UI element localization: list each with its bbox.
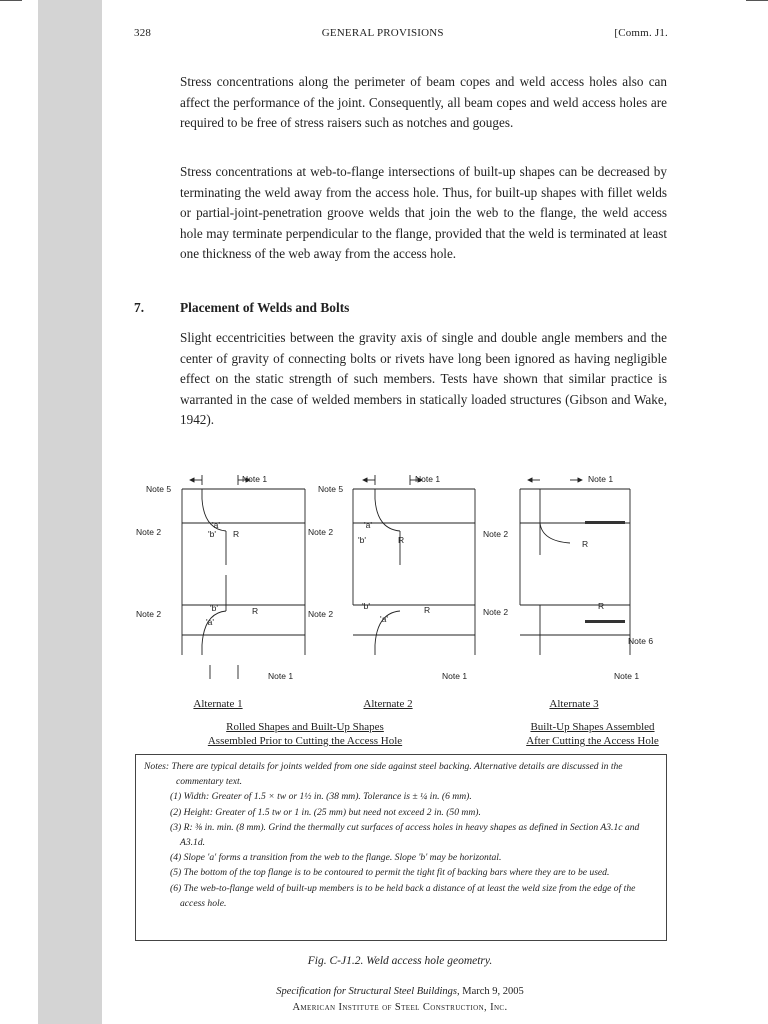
alt3-radius-label: R — [582, 539, 589, 549]
alt2-radius-label: R — [398, 535, 405, 545]
subcaption-rolled-shapes — [185, 720, 425, 748]
alt3-note6-label: Note 6 — [628, 636, 654, 646]
running-title: GENERAL PROVISIONS — [321, 27, 444, 39]
alt1-radius-label: R — [233, 529, 240, 539]
crop-mark-left — [0, 0, 22, 1]
weld-access-hole-figure — [130, 465, 675, 700]
alt1-note5-label: Note 5 — [146, 484, 172, 494]
alt1-note2-top-label: Note 2 — [136, 527, 162, 537]
crop-mark-right — [746, 0, 768, 1]
notes-intro: Notes: There are typical details for joints welded from one side against steel backing. Alternative details are discussed in the commentary text. — [144, 761, 623, 788]
alt2-slope-b-bottom-label: 'b' — [362, 601, 370, 611]
footer-date: March 9, 2005 — [459, 986, 524, 997]
note-item-5: (5) The bottom of the top flange is to be contoured to permit the tight fit of backing bars where they are to be used. — [170, 867, 610, 879]
alternate-2-detail — [353, 475, 475, 655]
alt2-note2-bottom-label: Note 2 — [308, 609, 334, 619]
alt3-note2-top-label: Note 2 — [483, 529, 509, 539]
note-item-2: (2) Height: Greater of 1.5 tw or 1 in. (25 mm) but need not exceed 2 in. (50 mm). — [170, 806, 481, 818]
footer-spec-title: Specification for Structural Steel Buildings, — [276, 986, 460, 997]
running-header — [134, 27, 668, 39]
alt2-note1-bottom-label: Note 1 — [442, 671, 468, 681]
alternate-1-detail — [182, 475, 305, 679]
note-item-6: (6) The web-to-flange weld of built-up members is to be held back a distance of at least the weld size from the edge of the access hole. — [170, 882, 636, 909]
alt2-note1-label: Note 1 — [415, 474, 441, 484]
alternate-3-detail — [520, 480, 630, 655]
section-body: Slight eccentricities between the gravity axis of single and double angle members and the center of gravity of connecting bolts or rivets have long been ignored as having negligible effect on the static strength of such members. Tests have shown that similar practice is warranted in the case of welded members in statically loaded structures (Gibson and Wake, 1942). — [180, 330, 667, 428]
alt1-slope-a-label: 'a' — [212, 520, 220, 530]
page-number: 328 — [134, 27, 152, 39]
subcaption-right-line2: After Cutting the Access Hole — [526, 735, 659, 747]
alt1-note1-bottom-label: Note 1 — [268, 671, 294, 681]
paragraph-web-flange: Stress concentrations at web-to-flange intersections of built-up shapes can be decreased by terminating the weld away from the access hole. Thus, for built-up shapes with fillet welds or partial-joint-penetration groove welds that join the web to the flange, the weld access hole may terminate perpendicular to the flange, provided that the weld is terminated at least one thickness of the web away from the access hole. — [180, 164, 667, 262]
footer-spec-line — [180, 986, 620, 997]
note-item-3: (3) R: ⅜ in. min. (8 mm). Grind the thermally cut surfaces of access holes in heavy shapes as defined in Section A3.1c and A3.1d. — [170, 821, 640, 849]
alternate-3-label: Alternate 3 — [549, 698, 599, 710]
alt2-note5-label: Note 5 — [318, 484, 344, 494]
alt2-slope-a-label: 'a' — [364, 520, 372, 530]
alternate-1-label: Alternate 1 — [193, 698, 243, 710]
note-item-1: (1) Width: Greater of 1.5 × tw or 1½ in. (38 mm). Tolerance is ± ¼ in. (6 mm). — [170, 791, 472, 803]
alt1-note1-label: Note 1 — [242, 474, 268, 484]
figure-caption: Fig. C-J1.2. Weld access hole geometry. — [307, 955, 493, 967]
subcaption-left-line1: Rolled Shapes and Built-Up Shapes — [226, 721, 384, 733]
alt2-radius-bottom-label: R — [424, 605, 431, 615]
alt2-note2-top-label: Note 2 — [308, 527, 334, 537]
alt3-note1-label: Note 1 — [588, 474, 614, 484]
alt1-slope-b-bottom-label: 'b' — [210, 603, 218, 613]
alt1-radius-bottom-label: R — [252, 606, 259, 616]
alt1-note2-bottom-label: Note 2 — [136, 609, 162, 619]
alt3-radius-bottom-label: R — [598, 601, 605, 611]
section-title: Placement of Welds and Bolts — [180, 300, 350, 315]
figure-drawing — [130, 465, 675, 700]
page-left-margin — [0, 0, 38, 1024]
paragraph-stress-copes: Stress concentrations along the perimeter of beam copes and weld access holes also can affect the performance of the joint. Consequently, all beam copes and weld access holes are required to be free of stress raisers such as notches and gouges. — [180, 74, 667, 131]
figure-notes-box — [135, 754, 667, 941]
alt1-slope-b-label: 'b' — [208, 529, 216, 539]
alt2-slope-b-label: 'b' — [358, 535, 366, 545]
subcaption-right-line1: Built-Up Shapes Assembled — [530, 721, 655, 733]
subcaption-built-up-shapes — [505, 720, 680, 748]
alternate-2-label: Alternate 2 — [363, 698, 413, 710]
section-number: 7. — [134, 300, 145, 315]
alt3-note2-bottom-label: Note 2 — [483, 607, 509, 617]
section-reference: [Comm. J1. — [614, 27, 668, 39]
footer-publisher: American Institute of Steel Construction, Inc. — [292, 1002, 508, 1013]
subcaption-left-line2: Assembled Prior to Cutting the Access Hole — [207, 735, 403, 747]
page-gutter — [38, 0, 102, 1024]
note-item-4: (4) Slope 'a' forms a transition from the web to the flange. Slope 'b' may be horizontal. — [170, 852, 502, 864]
alt3-note1-bottom-label: Note 1 — [614, 671, 640, 681]
alt2-slope-a-bottom-label: 'a' — [380, 614, 388, 624]
alt1-slope-a-bottom-label: 'a' — [206, 617, 214, 627]
